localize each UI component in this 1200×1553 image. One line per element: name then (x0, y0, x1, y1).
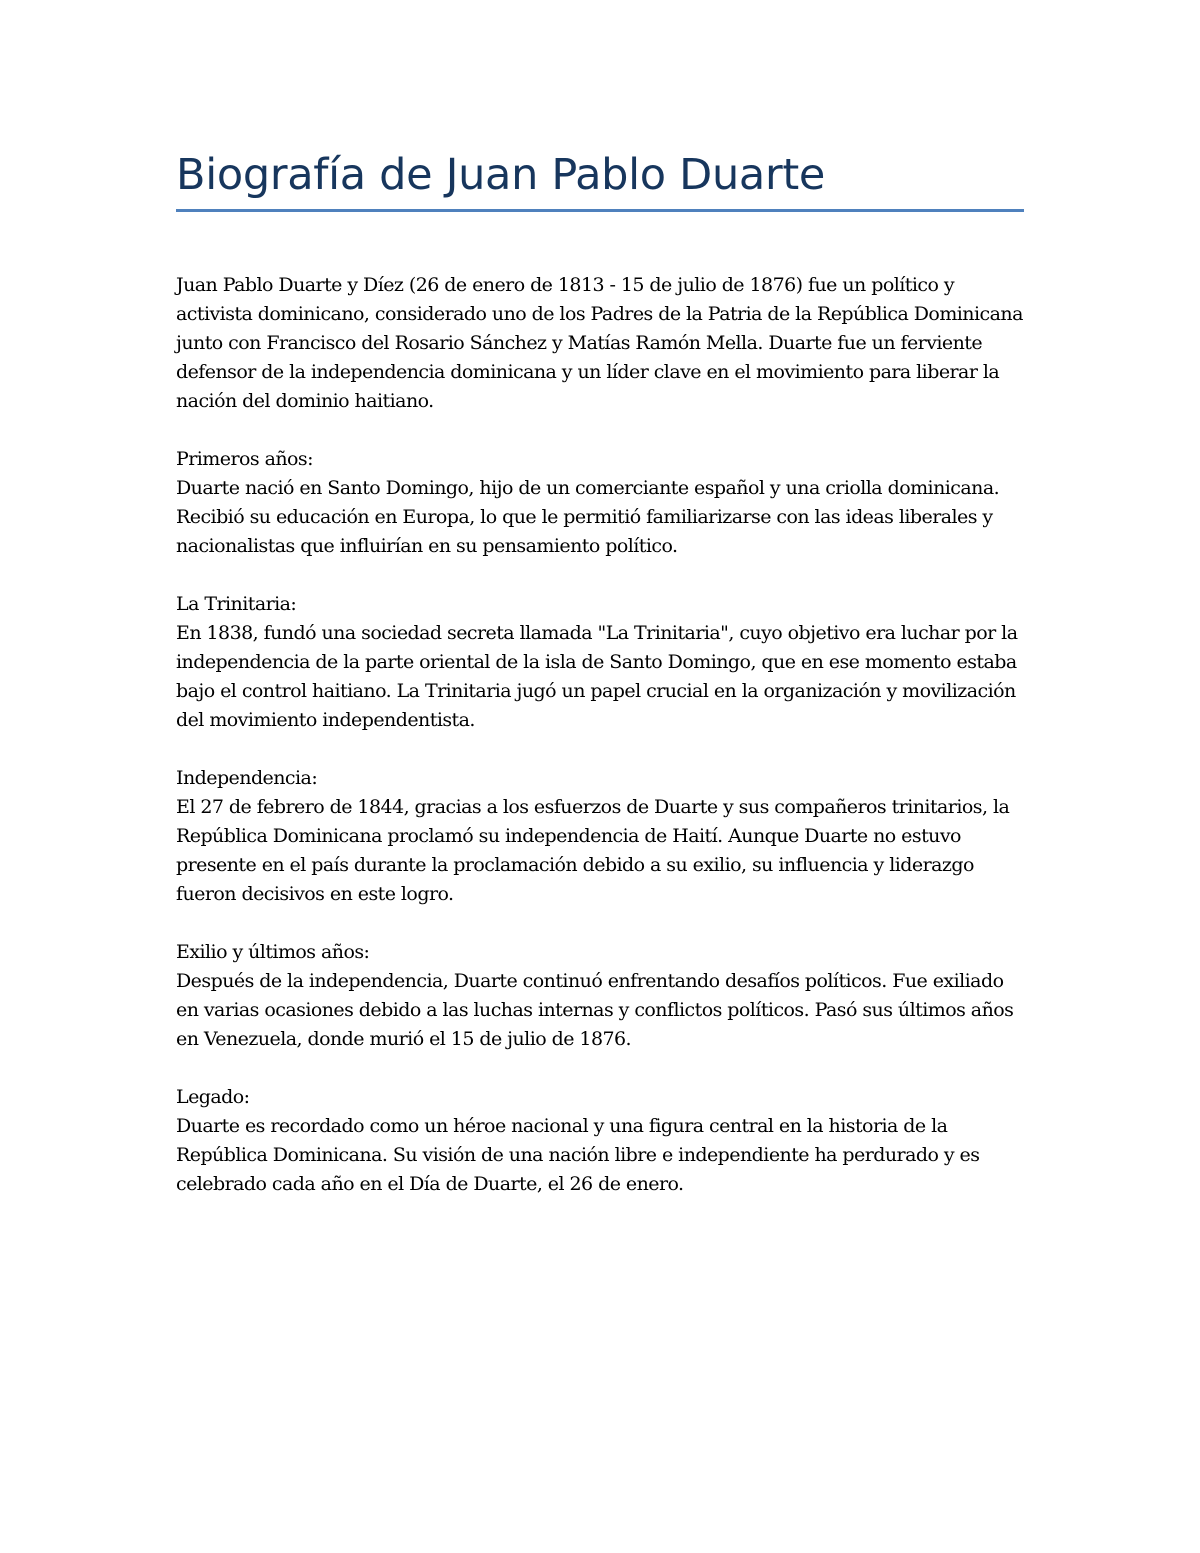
section-heading: Exilio y últimos años: (176, 941, 370, 963)
section-text: Duarte nació en Santo Domingo, hijo de un comerciante español y una criolla dominicana. Recibió su educación en Europa, lo que le permitió familiarizarse con las ideas liberales y nacionalistas que influirían en su pensamiento político. (176, 477, 1000, 557)
section-heading: Primeros años: (176, 448, 313, 470)
document-title: Biografía de Juan Pablo Duarte (176, 150, 826, 200)
title-underline-rule (176, 209, 1024, 212)
section-legado (176, 1083, 1028, 1199)
section-primeros-anos (176, 445, 1028, 561)
section-independencia (176, 764, 1028, 909)
section-heading: Legado: (176, 1086, 250, 1108)
section-heading: Independencia: (176, 767, 318, 789)
section-exilio (176, 938, 1028, 1054)
intro-paragraph: Juan Pablo Duarte y Díez (26 de enero de 1813 - 15 de julio de 1876) fue un político y activista dominicano, considerado uno de los Padres de la Patria de la República Dominicana junto con Francisco del Rosario Sánchez y Matías Ramón Mella. Duarte fue un ferviente defensor de la independencia dominicana y un líder clave en el movimiento para liberar la nación del dominio haitiano. (176, 274, 1023, 412)
section-text: En 1838, fundó una sociedad secreta llamada "La Trinitaria", cuyo objetivo era luchar por la independencia de la parte oriental de la isla de Santo Domingo, que en ese momento estaba bajo el control haitiano. La Trinitaria jugó un papel crucial en la organización y movilización del movimiento independentista. (176, 622, 1018, 731)
section-text: El 27 de febrero de 1844, gracias a los esfuerzos de Duarte y sus compañeros trinitarios, la República Dominicana proclamó su independencia de Haití. Aunque Duarte no estuvo presente en el país durante la proclamación debido a su exilio, su influencia y liderazgo fueron decisivos en este logro. (176, 796, 1010, 905)
section-text: Duarte es recordado como un héroe nacional y una figura central en la historia de la República Dominicana. Su visión de una nación libre e independiente ha perdurado y es celebrado cada año en el Día de Duarte, el 26 de enero. (176, 1115, 980, 1195)
section-la-trinitaria (176, 590, 1028, 735)
section-text: Después de la independencia, Duarte continuó enfrentando desafíos políticos. Fue exiliado en varias ocasiones debido a las luchas internas y conflictos políticos. Pasó sus últimos años en Venezuela, donde murió el 15 de julio de 1876. (176, 970, 1014, 1050)
document-body (176, 271, 1028, 1228)
section-heading: La Trinitaria: (176, 593, 297, 615)
